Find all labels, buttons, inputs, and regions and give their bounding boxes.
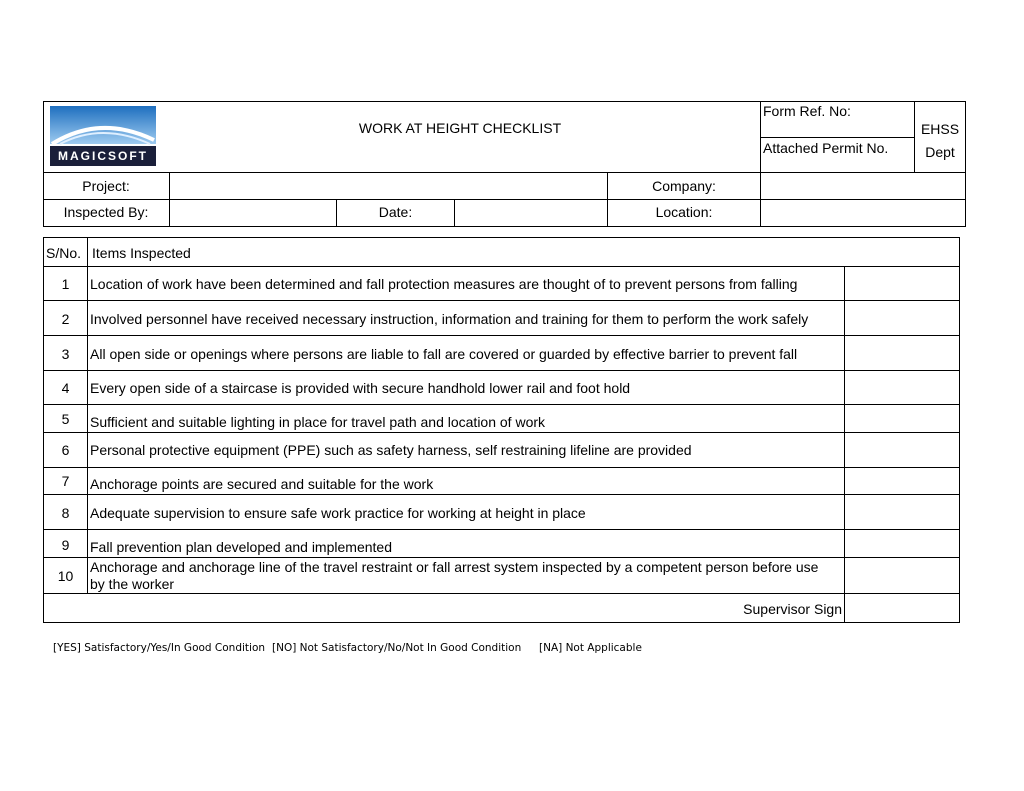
legend-yes: [YES] Satisfactory/Yes/In Good Condition <box>53 642 266 654</box>
row-item-text: Anchorage points are secured and suitable for the work <box>90 476 434 492</box>
row-number: 10 <box>57 568 74 584</box>
row-item-text: All open side or openings where persons are liable to fall are covered or guarded by effective barrier to prevent fall <box>90 346 798 362</box>
row-line <box>43 266 959 267</box>
logo-text: MAGICSOFT <box>58 149 148 163</box>
inspected-by-field[interactable] <box>170 200 335 226</box>
row-item-text: Location of work have been determined and fall protection measures are thought of to prevent persons from falling <box>90 276 798 292</box>
row-number: 2 <box>61 311 70 327</box>
company-label: Company: <box>652 178 716 194</box>
dept-name: EHSS <box>920 121 960 137</box>
row-check-cell[interactable] <box>845 336 959 370</box>
row-item-text: Every open side of a staircase is provided with secure handhold lower rail and foot hold <box>90 380 631 396</box>
supervisor-sign-label: Supervisor Sign <box>743 601 842 617</box>
attached-permit-label: Attached Permit No. <box>763 140 889 156</box>
row-line <box>43 557 959 558</box>
row-line <box>43 335 959 336</box>
sno-column-border <box>87 237 88 593</box>
date-label: Date: <box>378 204 413 220</box>
row-number: 1 <box>61 276 70 292</box>
row-number: 4 <box>61 380 70 396</box>
row-number: 9 <box>61 537 70 553</box>
location-label: Location: <box>655 204 713 220</box>
row-line <box>43 494 959 495</box>
row-item-text: Fall prevention plan developed and implemented <box>90 539 392 555</box>
row-check-cell[interactable] <box>845 405 959 432</box>
row-line <box>43 404 959 405</box>
row-line <box>43 300 959 301</box>
row-check-cell[interactable] <box>845 495 959 529</box>
row-line <box>43 593 959 594</box>
row-check-cell[interactable] <box>845 433 959 467</box>
row-check-cell[interactable] <box>845 530 959 557</box>
row-check-cell[interactable] <box>845 371 959 404</box>
row-item-text: Involved personnel have received necessary instruction, information and training for them to perform the work safely <box>90 311 809 327</box>
company-field[interactable] <box>761 173 965 198</box>
row-check-cell[interactable] <box>845 267 959 300</box>
row-number: 5 <box>61 411 70 427</box>
row-item-text: Sufficient and suitable lighting in place for travel path and location of work <box>90 414 546 430</box>
row-line <box>43 529 959 530</box>
row-item-text-continued: by the worker <box>90 576 175 592</box>
legend-no: [NO] Not Satisfactory/No/Not In Good Condition <box>272 642 522 654</box>
row-item-text: Personal protective equipment (PPE) such as safety harness, self restraining lifeline are provided <box>90 442 692 458</box>
date-field[interactable] <box>455 200 606 226</box>
sno-header: S/No. <box>46 245 82 261</box>
items-header: Items Inspected <box>92 245 191 261</box>
row-number: 8 <box>61 505 70 521</box>
company-logo <box>50 106 156 166</box>
row-item-text: Anchorage and anchorage line of the travel restraint or fall arrest system inspected by a competent person before use <box>90 559 819 575</box>
row-number: 6 <box>61 442 70 458</box>
row-line <box>43 370 959 371</box>
location-field[interactable] <box>761 200 965 226</box>
row-number: 7 <box>61 473 70 489</box>
row-check-cell[interactable] <box>845 468 959 494</box>
inspected-by-label: Inspected By: <box>63 204 149 220</box>
row-item-text: Adequate supervision to ensure safe work practice for working at height in place <box>90 505 586 521</box>
project-field[interactable] <box>170 173 606 198</box>
form-ref-divider <box>760 137 914 138</box>
row-line <box>43 432 959 433</box>
row-number: 3 <box>61 346 70 362</box>
row-check-cell[interactable] <box>845 558 959 593</box>
row-line <box>43 467 959 468</box>
project-label: Project: <box>82 178 130 194</box>
dept-label: Dept <box>925 144 955 160</box>
form-title: WORK AT HEIGHT CHECKLIST <box>358 120 562 136</box>
row-check-cell[interactable] <box>845 301 959 335</box>
form-ref-label: Form Ref. No: <box>763 103 851 119</box>
legend-na: [NA] Not Applicable <box>539 642 642 654</box>
supervisor-sign-field[interactable] <box>845 594 959 622</box>
